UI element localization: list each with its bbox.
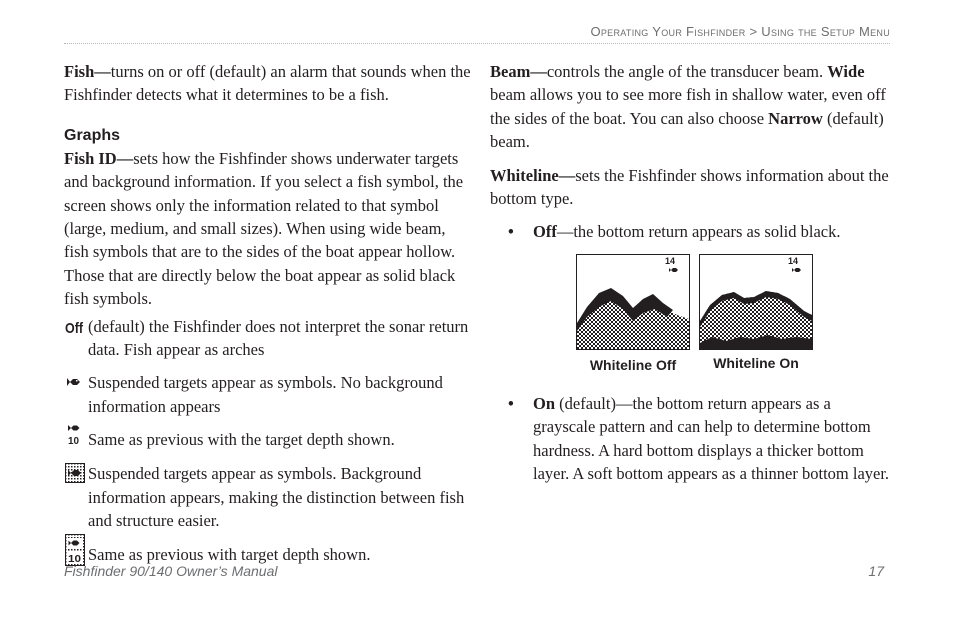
- figure-whiteline-on: [699, 254, 813, 375]
- fish-symbol-depth-icon-text: 10: [68, 436, 80, 447]
- running-head: [590, 24, 890, 39]
- depth-reading-off: 14: [665, 255, 676, 266]
- option-row-fish-symbol: [64, 371, 474, 418]
- whiteline-figures: [576, 254, 895, 386]
- header-divider: [64, 43, 890, 44]
- off-icon: [64, 315, 88, 337]
- fish-symbol-depth-icon: [64, 428, 88, 452]
- fish-paragraph: [64, 60, 474, 107]
- bullet-off-term: Off: [533, 222, 557, 242]
- beam-text-2: beam allows you to see more fish in shallow water, even off the sides of the boat. You can also choose: [490, 85, 886, 128]
- off-icon-text: Off: [65, 319, 84, 337]
- bullet-on-text: (default)—the bottom return appears as a grayscale pattern and can help to determine bottom hardness. A hard bottom displays a thicker bottom layer. A soft bottom appears as a thinner bottom layer.: [533, 393, 890, 484]
- fish-description: turns on or off (default) an alarm that sounds when the Fishfinder detects what it determines to be a fish.: [64, 62, 471, 105]
- bullet-marker: •: [508, 222, 514, 242]
- whiteline-description: sets the Fishfinder shows information about the bottom type.: [490, 165, 889, 209]
- beam-text-1: controls the angle of the transducer beam.: [546, 62, 828, 81]
- bullet-off-text: —the bottom return appears as solid black.: [556, 222, 841, 242]
- beam-narrow-term: Narrow: [768, 108, 823, 128]
- footer-page-number: 17: [868, 563, 884, 579]
- caption-whiteline-off: Whiteline Off: [589, 356, 677, 373]
- bullet-on: [508, 392, 895, 486]
- sonar-screen-whiteline-off: [576, 254, 690, 350]
- whiteline-paragraph: [490, 164, 895, 211]
- fish-symbol-background-icon: [64, 462, 88, 484]
- fish-id-description: sets how the Fishfinder shows underwater targets and background information. If you select a fish symbol, the screen shows only the information related to that symbol (large, medium, and small sizes). When using wide beam, fish symbols that are to the sides of the boat appear hollow. Those that are directly below the boat appear as solid black fish symbols.: [64, 148, 464, 309]
- running-head-subsection: Using the Setup Menu: [761, 24, 890, 39]
- right-column: [490, 60, 895, 485]
- bullet-marker: •: [508, 393, 514, 413]
- sonar-screen-whiteline-on: [699, 254, 813, 350]
- fish-term: Fish—: [64, 62, 111, 81]
- option-row-fish-symbol-background: [64, 462, 474, 532]
- bullet-on-term: On: [533, 393, 556, 413]
- fish-id-paragraph: [64, 147, 474, 311]
- fish-symbol-icon: [64, 371, 88, 393]
- beam-term: Beam—: [490, 62, 547, 81]
- option-description: Suspended targets appear as symbols. Background information appears, making the distinction between fish and structure easier.: [88, 464, 465, 531]
- option-row-off: [64, 315, 474, 362]
- beam-wide-term: Wide: [827, 62, 865, 81]
- option-description: Same as previous with target depth shown.: [88, 544, 371, 564]
- running-head-separator: >: [749, 24, 758, 39]
- fish-id-term: Fish ID—: [64, 148, 134, 168]
- beam-text-3: (default) beam.: [490, 108, 884, 152]
- option-description: Same as previous with the target depth shown.: [88, 430, 395, 450]
- left-column: [64, 60, 474, 567]
- option-description: (default) the Fishfinder does not interpret the sonar return data. Fish appear as arches: [88, 316, 469, 360]
- option-row-fish-symbol-depth: [64, 428, 474, 452]
- running-head-section: Operating Your Fishfinder: [590, 24, 746, 39]
- caption-whiteline-on: Whiteline On: [713, 354, 799, 371]
- bullet-off: [508, 220, 895, 243]
- figure-whiteline-off: [576, 254, 690, 377]
- whiteline-term: Whiteline—: [490, 165, 576, 185]
- footer-manual-title: Fishfinder 90/140 Owner’s Manual: [64, 563, 278, 579]
- fish-symbol-background-depth-icon-text: 10: [68, 553, 82, 565]
- depth-reading-on: 14: [788, 255, 799, 266]
- graphs-heading: Graphs: [64, 126, 121, 144]
- beam-paragraph: [490, 60, 895, 154]
- option-description: Suspended targets appear as symbols. No background information appears: [88, 373, 443, 416]
